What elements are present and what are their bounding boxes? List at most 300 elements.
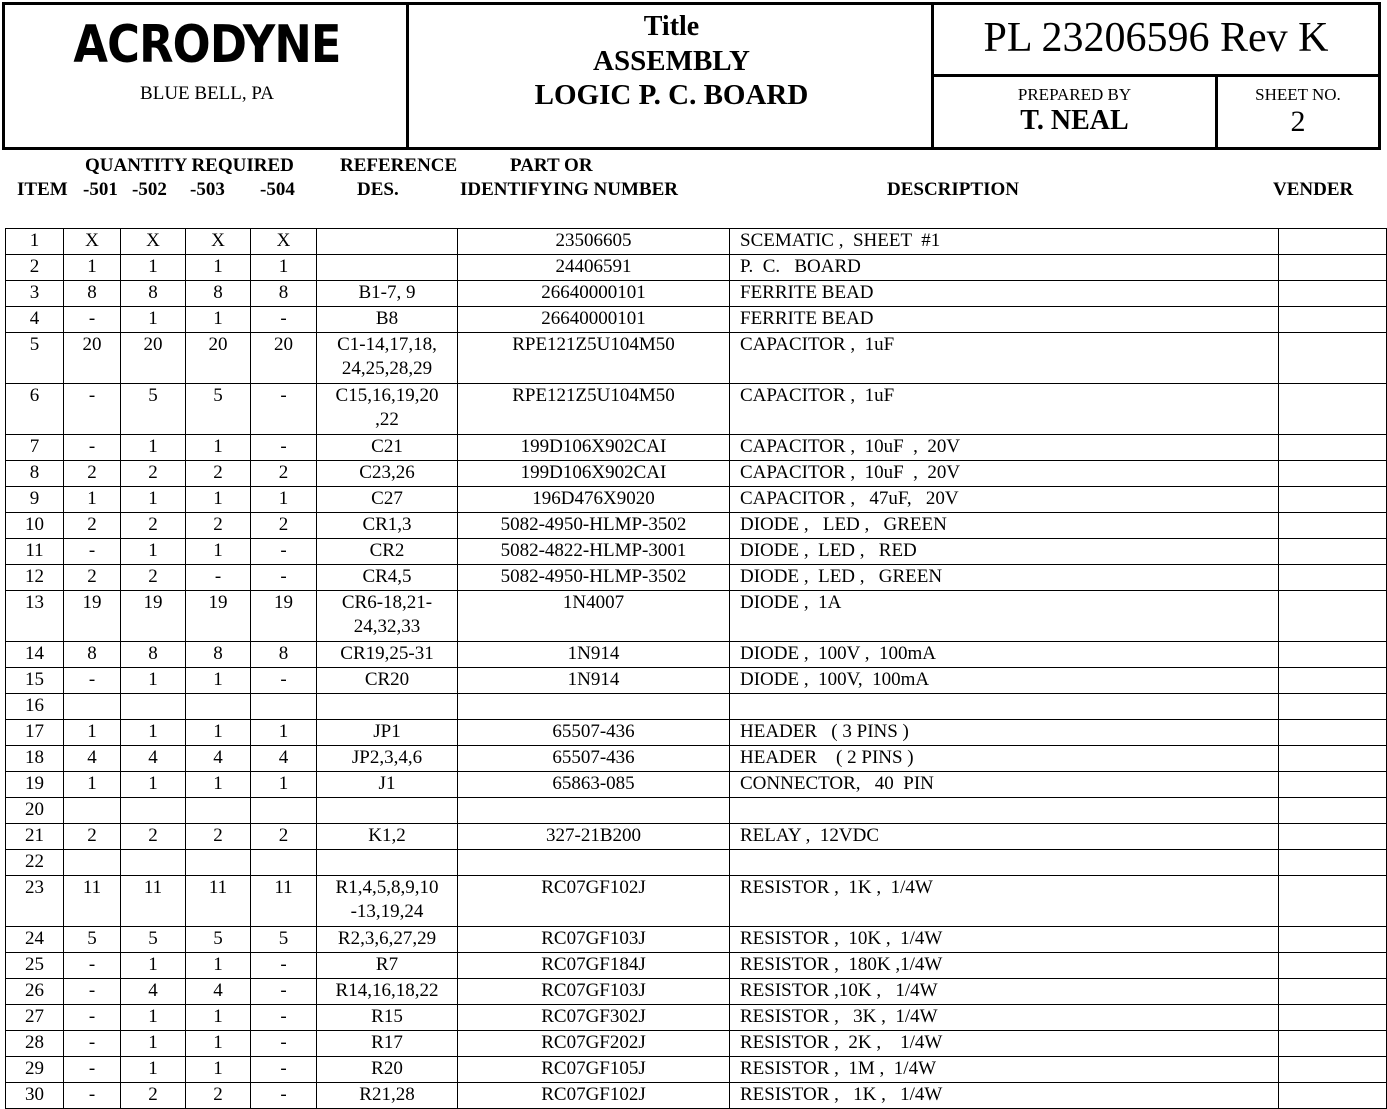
qty-503-cell: 1 [186,668,251,694]
description-cell [730,694,1279,720]
reference-des-line-1: C15,16,19,20 [335,385,439,406]
part-number-cell: 5082-4950-HLMP-3502 [458,565,730,591]
part-number-cell: RC07GF184J [458,953,730,979]
item-cell: 1 [6,229,64,255]
vender-cell [1279,746,1387,772]
item-cell: 7 [6,435,64,461]
qty-504-cell: 2 [251,824,317,850]
reference-des-cell [317,384,458,435]
table-row [6,435,1387,461]
qty-503-cell [186,850,251,876]
vender-cell [1279,539,1387,565]
qty-502-cell [121,798,186,824]
description-cell: DIODE , LED , GREEN [730,565,1279,591]
vender-cell [1279,927,1387,953]
qty-501-cell [64,798,121,824]
qty-502-cell: 2 [121,824,186,850]
qty-502-cell: 1 [121,1057,186,1083]
qty-502-cell: 20 [121,333,186,384]
reference-des-cell: R2,3,6,27,29 [317,927,458,953]
qty-501-cell: - [64,1057,121,1083]
reference-des-cell [317,694,458,720]
table-row [6,565,1387,591]
qty-503-cell: 8 [186,642,251,668]
qty-504-cell: - [251,307,317,333]
reference-des-cell [317,798,458,824]
sheet-number-cell [1218,77,1378,147]
item-cell: 28 [6,1031,64,1057]
qty-502-cell: 1 [121,953,186,979]
qty-501-cell: - [64,953,121,979]
title-line-2: LOGIC P. C. BOARD [534,79,809,111]
vender-cell [1279,979,1387,1005]
vender-cell [1279,1083,1387,1109]
qty-503-cell: 11 [186,876,251,927]
qty-502-cell: 1 [121,720,186,746]
description-cell: CAPACITOR , 10uF , 20V [730,435,1279,461]
qty-501-cell: 1 [64,487,121,513]
description-cell: HEADER ( 3 PINS ) [730,720,1279,746]
qty-502-cell: 1 [121,435,186,461]
part-number-cell: RC07GF202J [458,1031,730,1057]
header-reference: REFERENCE [340,155,458,176]
document-info-cell [934,5,1378,147]
item-cell: 26 [6,979,64,1005]
item-cell: 12 [6,565,64,591]
description-cell [730,798,1279,824]
qty-501-cell: - [64,307,121,333]
item-cell: 17 [6,720,64,746]
qty-501-cell: - [64,384,121,435]
qty-504-cell: 20 [251,333,317,384]
vender-cell [1279,642,1387,668]
vender-cell [1279,591,1387,642]
qty-503-cell: 1 [186,772,251,798]
qty-502-cell: 2 [121,461,186,487]
part-number-cell: 327-21B200 [458,824,730,850]
prepared-by-name: T. NEAL [1020,105,1129,136]
qty-501-cell [64,694,121,720]
table-row [6,384,1387,435]
qty-502-cell: X [121,229,186,255]
item-cell: 16 [6,694,64,720]
reference-des-line-2: ,22 [375,409,399,430]
header-501: -501 [83,179,118,200]
qty-504-cell: - [251,1057,317,1083]
reference-des-cell: R20 [317,1057,458,1083]
description-cell: RESISTOR , 1K , 1/4W [730,876,1279,927]
parts-list-table [5,228,1387,1109]
reference-des-cell: CR4,5 [317,565,458,591]
vender-cell [1279,229,1387,255]
part-number-cell: 26640000101 [458,281,730,307]
qty-502-cell [121,694,186,720]
part-number-cell [458,694,730,720]
table-row [6,591,1387,642]
item-cell: 22 [6,850,64,876]
table-row [6,720,1387,746]
sheet-number: 2 [1290,105,1306,138]
vender-cell [1279,1005,1387,1031]
item-cell: 25 [6,953,64,979]
qty-503-cell: 1 [186,435,251,461]
qty-501-cell: 1 [64,255,121,281]
vender-cell [1279,281,1387,307]
part-number-cell: 1N914 [458,642,730,668]
item-cell: 19 [6,772,64,798]
qty-503-cell: 1 [186,255,251,281]
qty-503-cell [186,694,251,720]
table-row [6,1083,1387,1109]
part-number-cell: 1N914 [458,668,730,694]
reference-des-line-2: 24,25,28,29 [341,358,433,379]
qty-504-cell: 1 [251,772,317,798]
part-number-cell: 5082-4950-HLMP-3502 [458,513,730,539]
reference-des-cell [317,591,458,642]
qty-503-cell: - [186,565,251,591]
reference-des-cell [317,850,458,876]
qty-504-cell: - [251,1031,317,1057]
title-block [2,2,1381,150]
qty-504-cell: X [251,229,317,255]
table-row [6,824,1387,850]
qty-501-cell: 8 [64,281,121,307]
qty-501-cell [64,850,121,876]
company-location: BLUE BELL, PA [140,83,274,104]
item-cell: 29 [6,1057,64,1083]
qty-504-cell [251,694,317,720]
item-cell: 3 [6,281,64,307]
qty-502-cell: 19 [121,591,186,642]
qty-504-cell: - [251,539,317,565]
part-number-cell: RPE121Z5U104M50 [458,384,730,435]
qty-502-cell: 2 [121,1083,186,1109]
header-quantity-required: QUANTITY REQUIRED [85,155,294,176]
part-number-cell: 199D106X902CAI [458,461,730,487]
qty-503-cell [186,798,251,824]
qty-502-cell: 1 [121,255,186,281]
qty-502-cell: 8 [121,281,186,307]
item-cell: 10 [6,513,64,539]
item-cell: 9 [6,487,64,513]
table-row [6,539,1387,565]
qty-502-cell: 1 [121,1031,186,1057]
table-row [6,1031,1387,1057]
vender-cell [1279,435,1387,461]
description-cell: RESISTOR , 180K ,1/4W [730,953,1279,979]
table-row [6,927,1387,953]
reference-des-line-2: 24,32,33 [353,616,421,637]
description-cell: RESISTOR , 10K , 1/4W [730,927,1279,953]
vender-cell [1279,1031,1387,1057]
table-row [6,642,1387,668]
qty-501-cell: - [64,668,121,694]
vender-cell [1279,255,1387,281]
reference-des-cell [317,876,458,927]
qty-504-cell: 8 [251,642,317,668]
qty-502-cell: 2 [121,565,186,591]
qty-502-cell: 11 [121,876,186,927]
item-cell: 8 [6,461,64,487]
vender-cell [1279,1057,1387,1083]
qty-502-cell: 1 [121,487,186,513]
reference-des-cell: R15 [317,1005,458,1031]
qty-503-cell: 1 [186,1057,251,1083]
part-number-cell: 196D476X9020 [458,487,730,513]
qty-502-cell: 8 [121,642,186,668]
vender-cell [1279,694,1387,720]
part-number-cell: RC07GF102J [458,876,730,927]
part-number-cell: RC07GF102J [458,1083,730,1109]
qty-502-cell: 1 [121,539,186,565]
item-cell: 11 [6,539,64,565]
vender-cell [1279,333,1387,384]
header-des: DES. [357,179,399,200]
qty-502-cell: 4 [121,979,186,1005]
qty-502-cell: 5 [121,927,186,953]
table-row [6,746,1387,772]
item-cell: 5 [6,333,64,384]
reference-des-cell: R17 [317,1031,458,1057]
reference-des-cell: JP2,3,4,6 [317,746,458,772]
table-row [6,487,1387,513]
reference-des-cell: JP1 [317,720,458,746]
qty-504-cell: - [251,668,317,694]
description-cell: DIODE , LED , GREEN [730,513,1279,539]
table-row [6,772,1387,798]
qty-502-cell: 5 [121,384,186,435]
header-description: DESCRIPTION [887,179,1019,200]
reference-des-cell: R7 [317,953,458,979]
qty-501-cell: 4 [64,746,121,772]
parts-list-body [6,229,1387,1109]
description-cell: CAPACITOR , 1uF [730,333,1279,384]
part-number-cell: 23506605 [458,229,730,255]
qty-503-cell: 1 [186,1005,251,1031]
qty-504-cell: 8 [251,281,317,307]
reference-des-cell: CR2 [317,539,458,565]
reference-des-line-2: -13,19,24 [350,901,424,922]
qty-504-cell: - [251,565,317,591]
part-number-cell: RC07GF103J [458,979,730,1005]
vender-cell [1279,876,1387,927]
qty-504-cell: - [251,953,317,979]
qty-501-cell: - [64,979,121,1005]
part-number-cell: RC07GF103J [458,927,730,953]
header-vender: VENDER [1273,179,1354,200]
part-number-cell: 65507-436 [458,746,730,772]
qty-503-cell: 5 [186,384,251,435]
qty-504-cell: 1 [251,720,317,746]
description-cell: RESISTOR ,10K , 1/4W [730,979,1279,1005]
header-item: ITEM [17,179,68,200]
qty-504-cell [251,850,317,876]
part-number-cell: RPE121Z5U104M50 [458,333,730,384]
qty-504-cell: 19 [251,591,317,642]
sheet-number-label: SHEET NO. [1255,85,1341,104]
qty-501-cell: 2 [64,565,121,591]
reference-des-cell: CR20 [317,668,458,694]
reference-des-cell [317,255,458,281]
vender-cell [1279,513,1387,539]
qty-504-cell: 11 [251,876,317,927]
reference-des-cell [317,229,458,255]
qty-504-cell: - [251,384,317,435]
qty-501-cell: 1 [64,720,121,746]
item-cell: 13 [6,591,64,642]
qty-502-cell [121,850,186,876]
vender-cell [1279,487,1387,513]
qty-504-cell: 1 [251,487,317,513]
table-row [6,307,1387,333]
part-number-cell: RC07GF302J [458,1005,730,1031]
qty-502-cell: 1 [121,772,186,798]
item-cell: 27 [6,1005,64,1031]
header-504: -504 [260,179,295,200]
reference-des-cell: R21,28 [317,1083,458,1109]
qty-503-cell: 1 [186,953,251,979]
qty-503-cell: 1 [186,720,251,746]
item-cell: 20 [6,798,64,824]
header-identifying-number: IDENTIFYING NUMBER [460,179,678,200]
company-name: ACRODYNE [73,15,341,75]
qty-504-cell: 1 [251,255,317,281]
item-cell: 14 [6,642,64,668]
reference-des-cell: B8 [317,307,458,333]
qty-503-cell: 1 [186,1031,251,1057]
qty-504-cell: - [251,1005,317,1031]
qty-504-cell [251,798,317,824]
reference-des-cell: C23,26 [317,461,458,487]
item-cell: 18 [6,746,64,772]
qty-501-cell: - [64,1083,121,1109]
qty-504-cell: 2 [251,461,317,487]
table-row [6,1005,1387,1031]
company-cell [5,5,409,147]
table-row [6,461,1387,487]
table-row [6,229,1387,255]
description-cell: FERRITE BEAD [730,281,1279,307]
part-number-cell [458,850,730,876]
qty-502-cell: 1 [121,1005,186,1031]
part-number-cell [458,798,730,824]
item-cell: 4 [6,307,64,333]
table-row [6,281,1387,307]
qty-503-cell: X [186,229,251,255]
vender-cell [1279,850,1387,876]
table-row [6,798,1387,824]
description-cell [730,850,1279,876]
reference-des-cell: B1-7, 9 [317,281,458,307]
qty-502-cell: 2 [121,513,186,539]
qty-504-cell: 4 [251,746,317,772]
qty-501-cell: 1 [64,772,121,798]
description-cell: DIODE , 100V, 100mA [730,668,1279,694]
qty-501-cell: 20 [64,333,121,384]
table-row [6,876,1387,927]
qty-503-cell: 1 [186,539,251,565]
qty-501-cell: - [64,1005,121,1031]
header-503: -503 [190,179,225,200]
vender-cell [1279,720,1387,746]
qty-504-cell: - [251,979,317,1005]
description-cell: FERRITE BEAD [730,307,1279,333]
item-cell: 23 [6,876,64,927]
description-cell: SCEMATIC , SHEET #1 [730,229,1279,255]
qty-503-cell: 2 [186,1083,251,1109]
title-line-1: ASSEMBLY [593,45,750,77]
table-row [6,850,1387,876]
part-number-cell: RC07GF105J [458,1057,730,1083]
description-cell: DIODE , 1A [730,591,1279,642]
description-cell: RESISTOR , 2K , 1/4W [730,1031,1279,1057]
reference-des-cell: C21 [317,435,458,461]
qty-503-cell: 2 [186,824,251,850]
description-cell: CAPACITOR , 10uF , 20V [730,461,1279,487]
header-502: -502 [132,179,167,200]
reference-des-cell: R14,16,18,22 [317,979,458,1005]
reference-des-cell: K1,2 [317,824,458,850]
item-cell: 24 [6,927,64,953]
qty-503-cell: 19 [186,591,251,642]
qty-503-cell: 5 [186,927,251,953]
reference-des-cell: CR19,25-31 [317,642,458,668]
item-cell: 21 [6,824,64,850]
description-cell: RELAY , 12VDC [730,824,1279,850]
description-cell: HEADER ( 2 PINS ) [730,746,1279,772]
qty-503-cell: 2 [186,513,251,539]
title-cell [409,5,934,147]
qty-501-cell: 2 [64,824,121,850]
reference-des-line-1: CR6-18,21- [341,592,433,613]
qty-503-cell: 8 [186,281,251,307]
qty-504-cell: 5 [251,927,317,953]
prepared-by-cell [934,77,1218,147]
reference-des-cell: J1 [317,772,458,798]
description-cell: CAPACITOR , 1uF [730,384,1279,435]
item-cell: 6 [6,384,64,435]
description-cell: CAPACITOR , 47uF, 20V [730,487,1279,513]
qty-501-cell: 2 [64,461,121,487]
description-cell: CONNECTOR, 40 PIN [730,772,1279,798]
qty-503-cell: 1 [186,487,251,513]
description-cell: RESISTOR , 1M , 1/4W [730,1057,1279,1083]
reference-des-cell [317,333,458,384]
qty-503-cell: 2 [186,461,251,487]
qty-501-cell: 2 [64,513,121,539]
item-cell: 15 [6,668,64,694]
table-row [6,1057,1387,1083]
title-label: Title [643,11,700,42]
vender-cell [1279,772,1387,798]
part-number-cell: 24406591 [458,255,730,281]
header-part-or: PART OR [510,155,593,176]
qty-502-cell: 1 [121,668,186,694]
table-row [6,694,1387,720]
reference-des-cell: CR1,3 [317,513,458,539]
part-number-cell: 199D106X902CAI [458,435,730,461]
vender-cell [1279,307,1387,333]
reference-des-line-1: R1,4,5,8,9,10 [335,877,439,898]
qty-501-cell: 11 [64,876,121,927]
table-row [6,513,1387,539]
item-cell: 30 [6,1083,64,1109]
table-row [6,668,1387,694]
part-number-cell: 65507-436 [458,720,730,746]
vender-cell [1279,565,1387,591]
reference-des-cell: C27 [317,487,458,513]
table-row [6,255,1387,281]
